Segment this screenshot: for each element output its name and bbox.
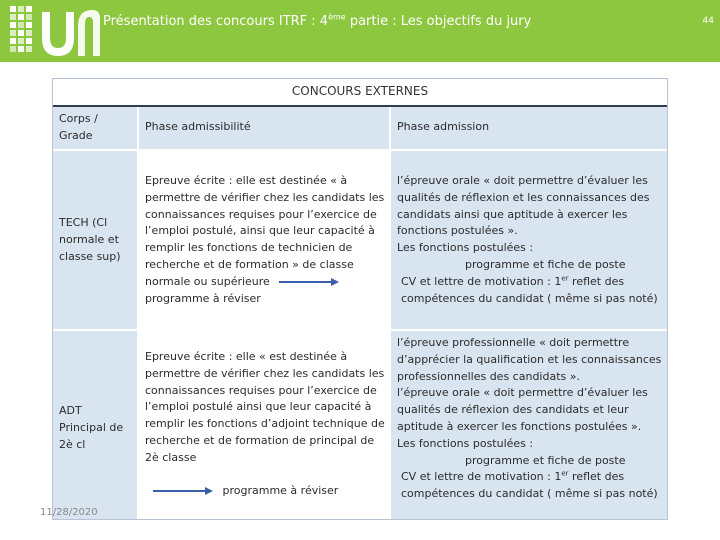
row2-programme-link: programme à réviser xyxy=(222,483,339,497)
row2-corps: ADT Principal de 2è cl xyxy=(53,331,137,519)
row2-admission: l’épreuve professionnelle « doit permettre d’apprécier la qualification et les connaissances professionnelles des candidats ». l’épreuve orale « doit permettre d’évaluer les qualités de réflexion des candidats et leur aptitude à exercer les fonctions postulées ». Les fonctions postulées : programme et fiche de poste CV et lettre de motivation : 1er reflet des compétences du candidat ( même si pas noté) xyxy=(391,331,667,519)
row1-corps: TECH (Cl normale et classe sup) xyxy=(53,151,137,329)
slide-title: Présentation des concours ITRF : 4ème partie : Les objectifs du jury xyxy=(103,12,532,29)
arrow-right-icon xyxy=(153,486,213,496)
row2-admissibilite: Epreuve écrite : elle « est destinée à permettre de vérifier chez les candidats les connaissances requises pour l’exercice de l’emploi postulé ainsi que leur capacité à remplir les fonctions d’adjoint technique de recherche et de formation de principal de 2è classe programme à réviser xyxy=(145,350,385,497)
concours-table xyxy=(53,107,667,519)
table-banner: CONCOURS EXTERNES xyxy=(53,79,667,107)
footer-date: 11/28/2020 xyxy=(40,507,98,518)
header-bar xyxy=(0,0,720,62)
header-admission: Phase admission xyxy=(391,107,667,149)
page-indicator: 44 xyxy=(702,16,714,26)
arrow-right-icon xyxy=(279,277,339,287)
row1-admission: l’épreuve orale « doit permettre d’évaluer les qualités de réflexion et les connaissances des candidats ainsi que aptitude à exercer les fonctions postulées ». Les fonctions postulées : programme et fiche de poste CV et lettre de motivation : 1er reflet des compétences du candidat ( même si pas noté) xyxy=(391,151,667,329)
concours-table-container xyxy=(52,78,668,520)
row1-admissibilite: Epreuve écrite : elle est destinée « à permettre de vérifier chez les candidats les connaissances requises pour l’exercice de l’emploi postulé, ainsi que leur capacité à remplir les fonctions de technicien de recherche et de formation » de classe normale ou supérieure programme à réviser xyxy=(145,174,385,305)
university-logo-icon xyxy=(8,4,100,58)
row1-programme-link: programme à réviser xyxy=(145,291,261,305)
header-corps: Corps / Grade xyxy=(53,107,137,149)
header-admissibilite: Phase admissibilité xyxy=(139,107,389,149)
